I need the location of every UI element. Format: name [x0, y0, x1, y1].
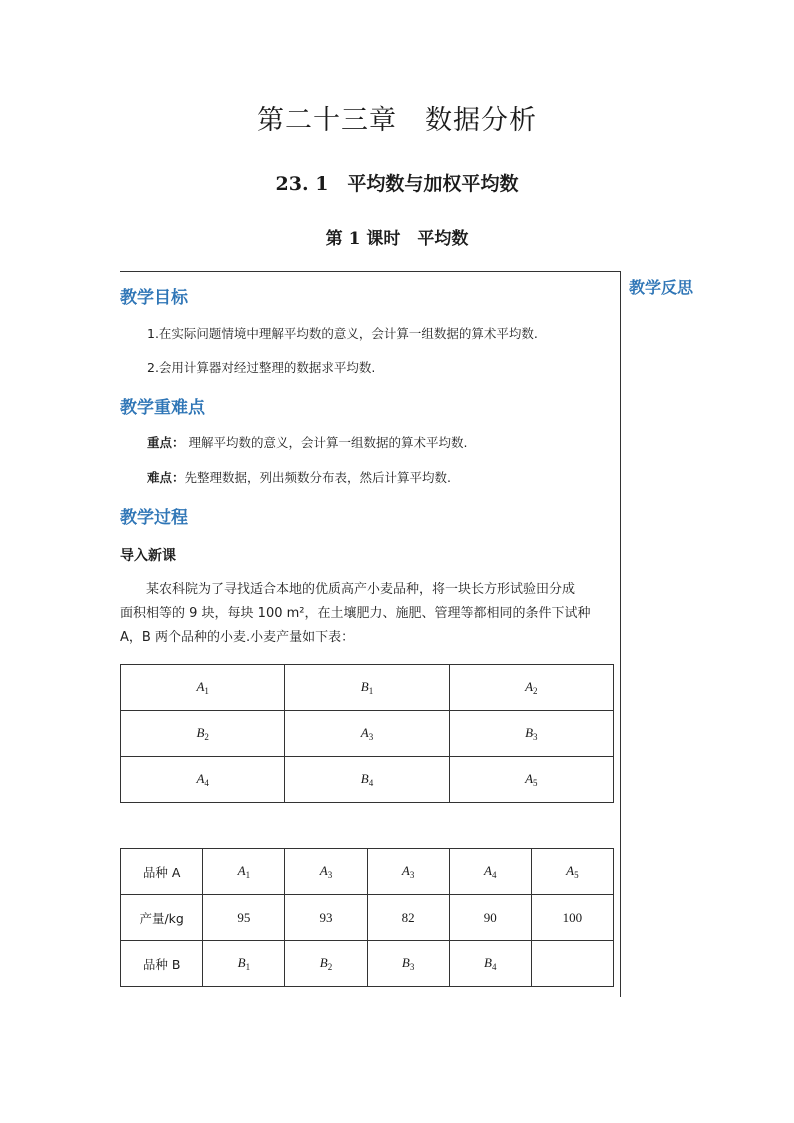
table-cell: $A_1$ [121, 665, 285, 711]
table-cell: $B_2$ [121, 711, 285, 757]
difficulty-text: 先整理数据，列出频数分布表，然后计算平均数. [184, 470, 451, 485]
table-cell: $A_5$ [531, 849, 613, 895]
row-header: 产量/kg [121, 895, 203, 941]
table-cell: $A_3$ [285, 849, 367, 895]
process-heading: 教学过程 [120, 508, 188, 528]
paragraph-line: A，B 两个品种的小麦.小麦产量如下表： [120, 630, 355, 645]
objectives-heading: 教学目标 [120, 288, 188, 308]
table-cell: 95 [203, 895, 285, 941]
table-row [121, 849, 614, 895]
paragraph-line: 面积相等的 9 块，每块 100 m²，在土壤肥力、施肥、管理等都相同的条件下试种 [120, 606, 591, 621]
sidebar-divider [620, 271, 621, 997]
yield-table [120, 848, 614, 987]
table-cell: $B_2$ [285, 941, 367, 987]
table-cell: $B_1$ [203, 941, 285, 987]
table-cell: 93 [285, 895, 367, 941]
lesson-title: 第 1 课时 平均数 [325, 229, 469, 249]
table-row [121, 895, 614, 941]
table-cell [531, 941, 613, 987]
table-cell: $B_3$ [449, 711, 613, 757]
table-cell: 82 [367, 895, 449, 941]
focus-label: 重点： [147, 435, 185, 450]
row-header: 品种 A [121, 849, 203, 895]
table-cell: $A_4$ [121, 757, 285, 803]
intro-heading: 导入新课 [120, 548, 176, 564]
table-cell: 90 [449, 895, 531, 941]
objective-item: 1.在实际问题情境中理解平均数的意义，会计算一组数据的算术平均数. [147, 326, 538, 341]
content-top-rule [120, 271, 620, 272]
table-cell: $B_4$ [285, 757, 449, 803]
table-cell: 100 [531, 895, 613, 941]
table-row [121, 665, 614, 711]
difficulty-label: 难点： [147, 470, 185, 485]
reflection-label: 教学反思 [629, 278, 694, 297]
key-points-heading: 教学重难点 [120, 398, 205, 418]
table-cell: $A_3$ [285, 711, 449, 757]
table-row [121, 711, 614, 757]
table-cell: $A_4$ [449, 849, 531, 895]
table-cell: $A_1$ [203, 849, 285, 895]
table-row [121, 941, 614, 987]
table-cell: $B_4$ [449, 941, 531, 987]
focus-line [147, 433, 467, 451]
table-cell: $A_2$ [449, 665, 613, 711]
table-cell: $A_5$ [449, 757, 613, 803]
row-header: 品种 B [121, 941, 203, 987]
table-cell: $A_3$ [367, 849, 449, 895]
section-title: 23. 1 平均数与加权平均数 [275, 173, 519, 195]
chapter-title: 第二十三章 数据分析 [257, 105, 537, 136]
table-cell: $B_3$ [367, 941, 449, 987]
table-cell: $B_1$ [285, 665, 449, 711]
difficulty-line [147, 468, 451, 486]
focus-text: 理解平均数的意义，会计算一组数据的算术平均数. [184, 435, 468, 450]
table-row [121, 757, 614, 803]
objective-item: 2.会用计算器对经过整理的数据求平均数. [147, 360, 376, 375]
plot-layout-table [120, 664, 614, 803]
paragraph-line: 某农科院为了寻找适合本地的优质高产小麦品种，将一块长方形试验田分成 [146, 582, 576, 597]
